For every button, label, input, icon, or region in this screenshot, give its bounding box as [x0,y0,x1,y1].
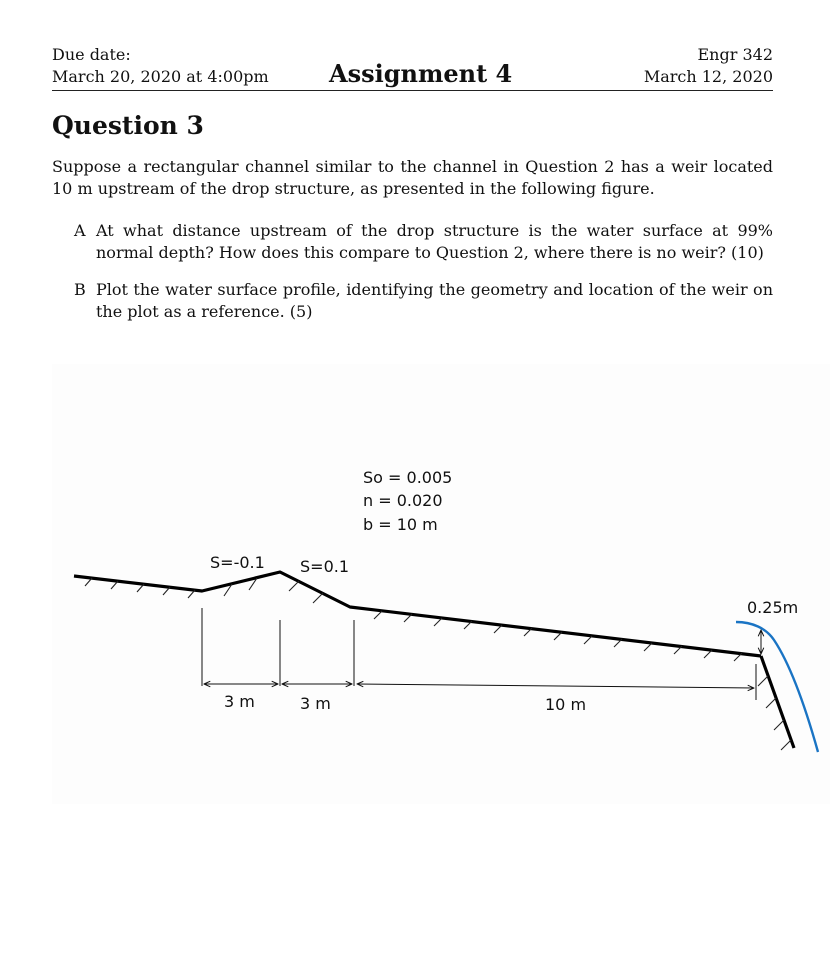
param-slope: So = 0.005 [363,468,453,487]
due-date-label: Due date: [52,45,131,64]
item-letter: A [74,221,86,240]
due-date-block [52,44,269,88]
page-header [52,44,773,91]
question-items [52,220,773,338]
channel-diagram [52,364,830,804]
weir-upstream-slope-label: S=-0.1 [210,553,265,572]
dimension-label-1: 3 m [224,692,255,711]
param-roughness: n = 0.020 [363,491,443,510]
channel-bed-line [74,572,761,656]
item-text: Plot the water surface profile, identifying the geometry and location of the weir on the plot as a reference. (5) [96,280,773,321]
assignment-title: Assignment 4 [329,59,513,88]
issue-date: March 12, 2020 [643,67,773,86]
item-letter: B [74,280,86,299]
weir-downstream-slope-label: S=0.1 [300,557,350,576]
dimension-label-2: 3 m [300,694,331,713]
channel-figure [52,364,830,804]
question-intro: Suppose a rectangular channel similar to the channel in Question 2 has a weir located 10 m upstream of the drop structure, as presented in the following figure. [52,157,773,198]
question-item-b [52,279,773,323]
water-surface-profile [736,622,818,752]
drop-hatching [758,676,791,750]
course-block [644,44,773,88]
course-code: Engr 342 [697,45,773,64]
due-date-value: March 20, 2020 at 4:00pm [52,67,269,86]
item-text: At what distance upstream of the drop structure is the water surface at 99% normal depth? How does this compare to Question 2, where there is no weir? (10) [96,221,773,262]
dimension-channel-reach [357,684,754,688]
bed-hatching [85,578,742,661]
dimension-label-3: 10 m [545,695,587,714]
param-width: b = 10 m [363,515,438,534]
question-title: Question 3 [52,111,204,140]
question-item-a [52,220,773,264]
drop-depth-label: 0.25m [747,598,799,617]
